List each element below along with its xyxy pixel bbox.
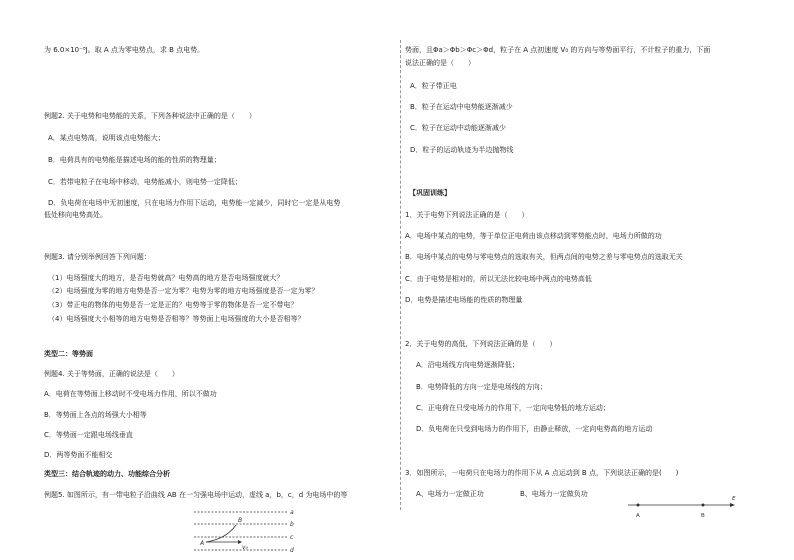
example3-item-1: （1）电场强度大的地方，是否电势就高？电势高的地方是否电场强度就大？ [48, 274, 284, 282]
example4-option-d: D．两等势面不能相交 [44, 451, 113, 459]
equipotential-figure [180, 505, 300, 560]
example5-option-b: B．粒子在运动中电势能逐渐减少 [410, 103, 513, 111]
exercise2-option-b: B．电势降低的方向一定是电场线的方向； [416, 383, 547, 391]
example3-question: 例题3. 请分别举例回答下列问题： [44, 253, 151, 261]
example2-option-b: B．电荷具有的电势能是描述电场的能的性质的物理量； [48, 156, 221, 164]
label-c: c [290, 534, 294, 541]
label-v0: v₀ [242, 544, 248, 551]
label-point-a: A [636, 513, 640, 519]
example5-continued: 势面，且Φa＞Φb＞Φc＞Φd，粒子在 A 点初速度 V₀ 的方向与等势面平行，不计粒子的重力，下面 [405, 46, 711, 54]
example2-option-d: D．负电荷在电场中无初速度，只在电场力作用下运动，电势能一定减少，同时它一定是从电势 [48, 199, 341, 207]
exercise3-question: 3．如图所示，一电荷只在电场力的作用下从 A 点运动到 B 点，下列说法正确的是( ) [405, 469, 679, 477]
label-d: d [290, 547, 294, 554]
consolidation-heading: 【巩固训练】 [409, 189, 451, 197]
point-b-dot [702, 504, 705, 507]
label-point-a: A [200, 540, 205, 547]
example5-option-d: D．粒子的运动轨迹为半边抛物线 [410, 146, 514, 154]
example2-option-d-cont: 低处移向电势高处。 [44, 211, 107, 219]
section-heading-type3: 类型三：结合轨迹的动力、功能综合分析 [44, 470, 170, 478]
field-arrowhead [730, 503, 735, 507]
trajectory-curve [206, 525, 236, 542]
example3-item-3: （3）带正电的物体的电势是否一定是正的？电势等于零的物体是否一定不带电？ [48, 301, 298, 309]
example3-item-2: （2）电场强度为零的地方电势是否一定为零？电势为零的地方电场强度是否一定为零？ [48, 287, 319, 295]
exercise1-question: 1．关于电势下列说法正确的是（ ） [405, 211, 529, 219]
label-b: b [290, 521, 294, 528]
label-point-b: B [701, 513, 705, 519]
exercise3-option-b: B、电场力一定做负功 [520, 490, 588, 498]
example2-question: 例题2. 关于电势和电势能的关系，下列各种说法中正确的是（ ） [44, 112, 256, 120]
example4-option-b: B．等势面上各点的场强大小相等 [44, 411, 147, 419]
exercise2-option-a: A．沿电场线方向电势逐渐降低； [416, 361, 519, 369]
example5-question: 例题5. 如图所示，有一带电粒子沿曲线 AB 在一匀强电场中运动，虚线 a，b，c，d 为电场中的等 [44, 491, 348, 499]
example5-continued-2: 说法正确的是（ ） [405, 59, 475, 67]
section-heading-type2: 类型二：等势面 [44, 350, 93, 358]
continued-text: 为 6.0×10⁻⁸J。取 A 点为零电势点，求 B 点电势。 [44, 46, 205, 54]
example3-item-4: （4）电场强度大小相等的地方电势是否相等？等势面上电场强度的大小是否相等？ [48, 315, 305, 323]
exercise2-question: 2．关于电势的高低，下列说法正确的是（ ） [405, 340, 557, 348]
point-a-dot [637, 504, 640, 507]
column-divider [400, 40, 401, 510]
example5-option-c: C．粒子在运动中动能逐渐减少 [410, 124, 506, 132]
exercise2-option-c: C．正电荷在只受电场力的作用下，一定向电势低的地方运动； [416, 404, 610, 412]
field-line-figure [626, 490, 746, 520]
example2-option-c: C．若带电粒子在电场中移动，电势能减小，则电势一定降低； [48, 178, 242, 186]
exercise1-option-d: D．电势是描述电场能的性质的物理量 [405, 296, 523, 304]
example5-option-a: A．粒子带正电 [410, 82, 457, 90]
label-a: a [290, 509, 294, 516]
exercise1-option-c: C．由于电势是相对的，所以无法比较电场中两点的电势高低 [405, 275, 592, 283]
exercise1-option-b: B．电场中某点的电势与零电势点的选取有关，但两点间的电势之差与零电势点的选取无关 [405, 253, 683, 261]
example2-option-a: A．某点电势高，说明该点电势能大； [48, 134, 165, 142]
exercise3-option-a: A、电场力一定做正功 [416, 490, 484, 498]
example4-option-c: C．等势面一定跟电场线垂直 [44, 431, 133, 439]
label-field-e: E [732, 496, 736, 502]
example4-option-a: A．电荷在等势面上移动时不受电场力作用，所以不做功 [44, 390, 217, 398]
exercise1-option-a: A．电场中某点的电势，等于单位正电荷由该点移动到零势能点时，电场力所做的功 [405, 232, 662, 240]
example4-question: 例题4. 关于等势面，正确的说法是（ ） [44, 370, 179, 378]
exercise2-option-d: D．负电荷在只受到电场力的作用下，由静止释放，一定向电势高的地方运动 [416, 425, 653, 433]
label-point-b: B [238, 517, 243, 524]
